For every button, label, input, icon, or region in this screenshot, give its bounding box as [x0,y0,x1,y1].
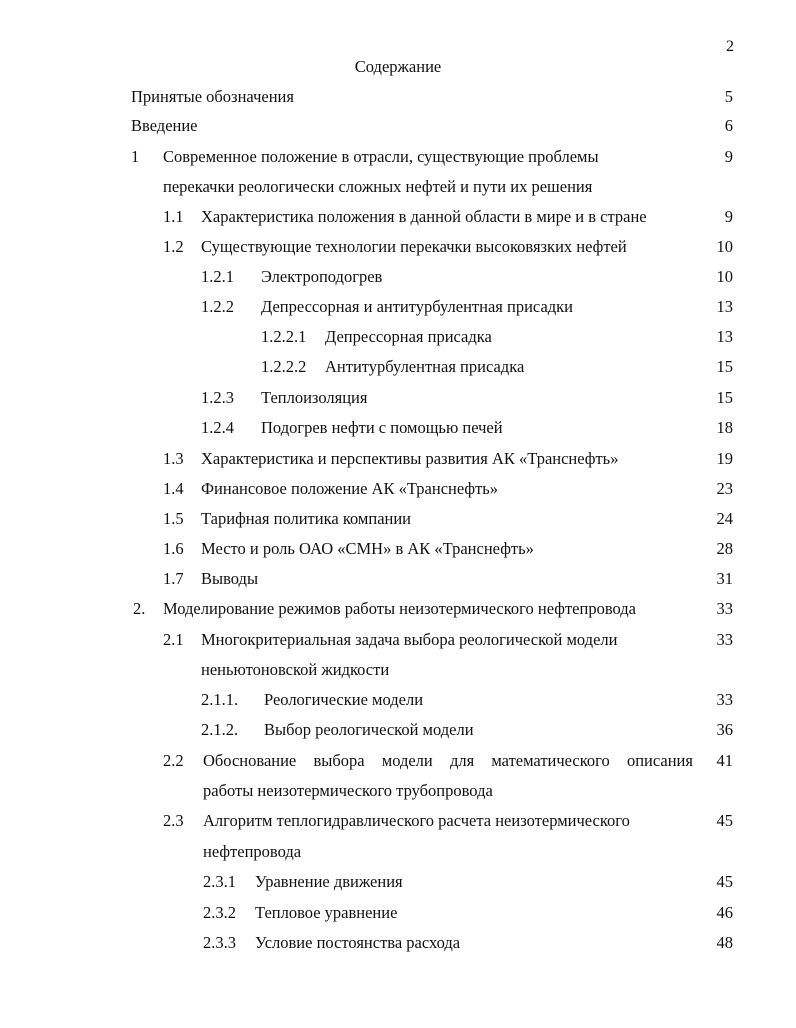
toc-entry[interactable] [0,871,796,893]
toc-entry-title: Многокритериальная задача выбора реологической модели [201,630,618,649]
toc-entry-number: 2.1.1. [201,690,239,709]
toc-entry-number: 1.7 [163,569,184,588]
toc-entry[interactable] [0,538,796,560]
toc-entry-number: 1.2.2.2 [261,357,307,376]
toc-entry-page: 28 [716,539,733,558]
toc-entry-title: Выводы [201,569,259,588]
toc-entry-title: Реологические модели [264,690,424,709]
toc-entry-title: Антитурбулентная присадка [325,357,525,376]
toc-entry[interactable] [0,932,796,954]
toc-entry-page: 41 [716,751,733,770]
toc-entry-number: 1.6 [163,539,184,558]
toc-entry[interactable] [0,387,796,409]
toc-entry-page: 10 [716,267,733,286]
toc-entry-number: 2.3.3 [203,933,236,952]
toc-entry-number: 1.2.1 [201,267,234,286]
toc-entry-page: 46 [716,903,733,922]
toc-entry[interactable] [0,417,796,439]
toc-entry[interactable] [0,508,796,530]
toc-entry-page: 33 [716,599,733,618]
toc-entry-title: Тарифная политика компании [201,509,412,528]
toc-entry-page: 45 [716,811,733,830]
toc-entry-number: 1.4 [163,479,184,498]
toc-entry[interactable] [0,356,796,378]
toc-entry-title-line2: работы неизотермического трубопровода [203,781,493,800]
toc-entry[interactable] [0,326,796,348]
toc-entry-page: 5 [724,87,733,106]
page-number: 2 [726,38,734,55]
toc-entry-page: 33 [716,630,733,649]
toc-entry[interactable] [0,86,796,108]
toc-entry-number: 2.3.1 [203,872,236,891]
toc-entry-number: 2.1.2. [201,720,239,739]
toc-entry-number: 1.2.3 [201,388,234,407]
toc-entry-title: Подогрев нефти с помощью печей [261,418,503,437]
toc-entry-page: 36 [716,720,733,739]
toc-entry-title: Введение [131,116,198,135]
toc-entry-title: Характеристика и перспективы развития АК «Транснефть» [201,449,619,468]
toc-entry-page: 6 [724,116,733,135]
toc-entry[interactable] [0,478,796,500]
toc-entry-page: 15 [716,357,733,376]
toc-entry-number: 1 [131,147,140,166]
toc-entry-number: 1.3 [163,449,184,468]
toc-entry-number: 2.2 [163,751,184,770]
title-word: описания [626,751,693,770]
toc-entry-number: 1.1 [163,207,184,226]
toc-entry[interactable] [0,206,796,228]
toc-entry[interactable] [0,689,796,711]
toc-entry-title: Финансовое положение АК «Транснефть» [201,479,499,498]
toc-entry-title: Моделирование режимов работы неизотермического нефтепровода [163,599,636,618]
toc-entry-number: 1.2 [163,237,184,256]
toc-entry-number: 2.3 [163,811,184,830]
toc-entry-page: 33 [716,690,733,709]
toc-entry-number: 1.2.2 [201,297,234,316]
title-word: выбора [313,751,365,770]
toc-entry-title: Алгоритм теплогидравлического расчета неизотермического [203,811,630,830]
toc-entry-title: Электроподогрев [261,267,383,286]
toc-entry[interactable] [0,902,796,924]
toc-entry-page: 9 [724,207,733,226]
toc-entry-number: 1.5 [163,509,184,528]
toc-entry-number: 2.1 [163,630,184,649]
toc-entry-title: Место и роль ОАО «СМН» в АК «Транснефть» [201,539,534,558]
toc-entry-page: 19 [716,449,733,468]
toc-entry[interactable] [0,146,796,168]
toc-entry[interactable] [0,266,796,288]
toc-entry-number: 1.2.2.1 [261,327,307,346]
toc-entry-title: Теплоизоляция [261,388,368,407]
toc-entry-title: Условие постоянства расхода [255,933,461,952]
toc-entry-number: 1.2.4 [201,418,234,437]
toc-entry-title-line2: неньютоновской жидкости [201,660,390,679]
toc-entry-page: 24 [716,509,733,528]
toc-entry-page: 45 [716,872,733,891]
toc-entry-page: 48 [716,933,733,952]
toc-entry-title: Характеристика положения в данной области в мире и в стране [201,207,647,226]
toc-entry-page: 31 [716,569,733,588]
title-word: математического [491,751,610,770]
toc-entry-page: 23 [716,479,733,498]
toc-entry[interactable] [0,719,796,741]
toc-entry-number: 2. [133,599,146,618]
toc-entry-title [203,750,693,772]
toc-entry-title: Тепловое уравнение [255,903,398,922]
toc-entry-page: 13 [716,297,733,316]
toc-entry-title: Выбор реологической модели [264,720,474,739]
title-word: Обоснование [203,751,297,770]
toc-entry-continuation [0,780,796,802]
toc-entry-title: Современное положение в отрасли, существующие проблемы [163,147,599,166]
toc-entry-page: 13 [716,327,733,346]
toc-entry[interactable] [0,115,796,137]
toc-entry[interactable] [0,810,796,832]
toc-entry[interactable] [0,568,796,590]
toc-entry[interactable] [0,629,796,651]
toc-entry-title: Депрессорная присадка [325,327,492,346]
toc-entry[interactable] [0,750,796,772]
title-word: модели [381,751,433,770]
toc-entry-continuation [0,176,796,198]
toc-entry-continuation [0,659,796,681]
toc-entry-page: 18 [716,418,733,437]
page-title: Содержание [354,57,442,76]
toc-entry-title: Принятые обозначения [131,87,294,106]
toc-entry-title: Уравнение движения [255,872,403,891]
toc-entry[interactable] [0,296,796,318]
toc-entry-page: 15 [716,388,733,407]
toc-entry-title: Депрессорная и антитурбулентная присадки [261,297,574,316]
toc-entry-continuation [0,841,796,863]
toc-entry-title-line2: нефтепровода [203,842,302,861]
toc-entry[interactable] [0,448,796,470]
toc-entry-page: 9 [724,147,733,166]
toc-entry[interactable] [0,598,796,620]
title-word: для [449,751,475,770]
toc-entry[interactable] [0,236,796,258]
toc-entry-title-line2: перекачки реологически сложных нефтей и пути их решения [163,177,593,196]
toc-entry-title: Существующие технологии перекачки высоковязких нефтей [201,237,627,256]
toc-entry-number: 2.3.2 [203,903,236,922]
toc-entry-page: 10 [716,237,733,256]
